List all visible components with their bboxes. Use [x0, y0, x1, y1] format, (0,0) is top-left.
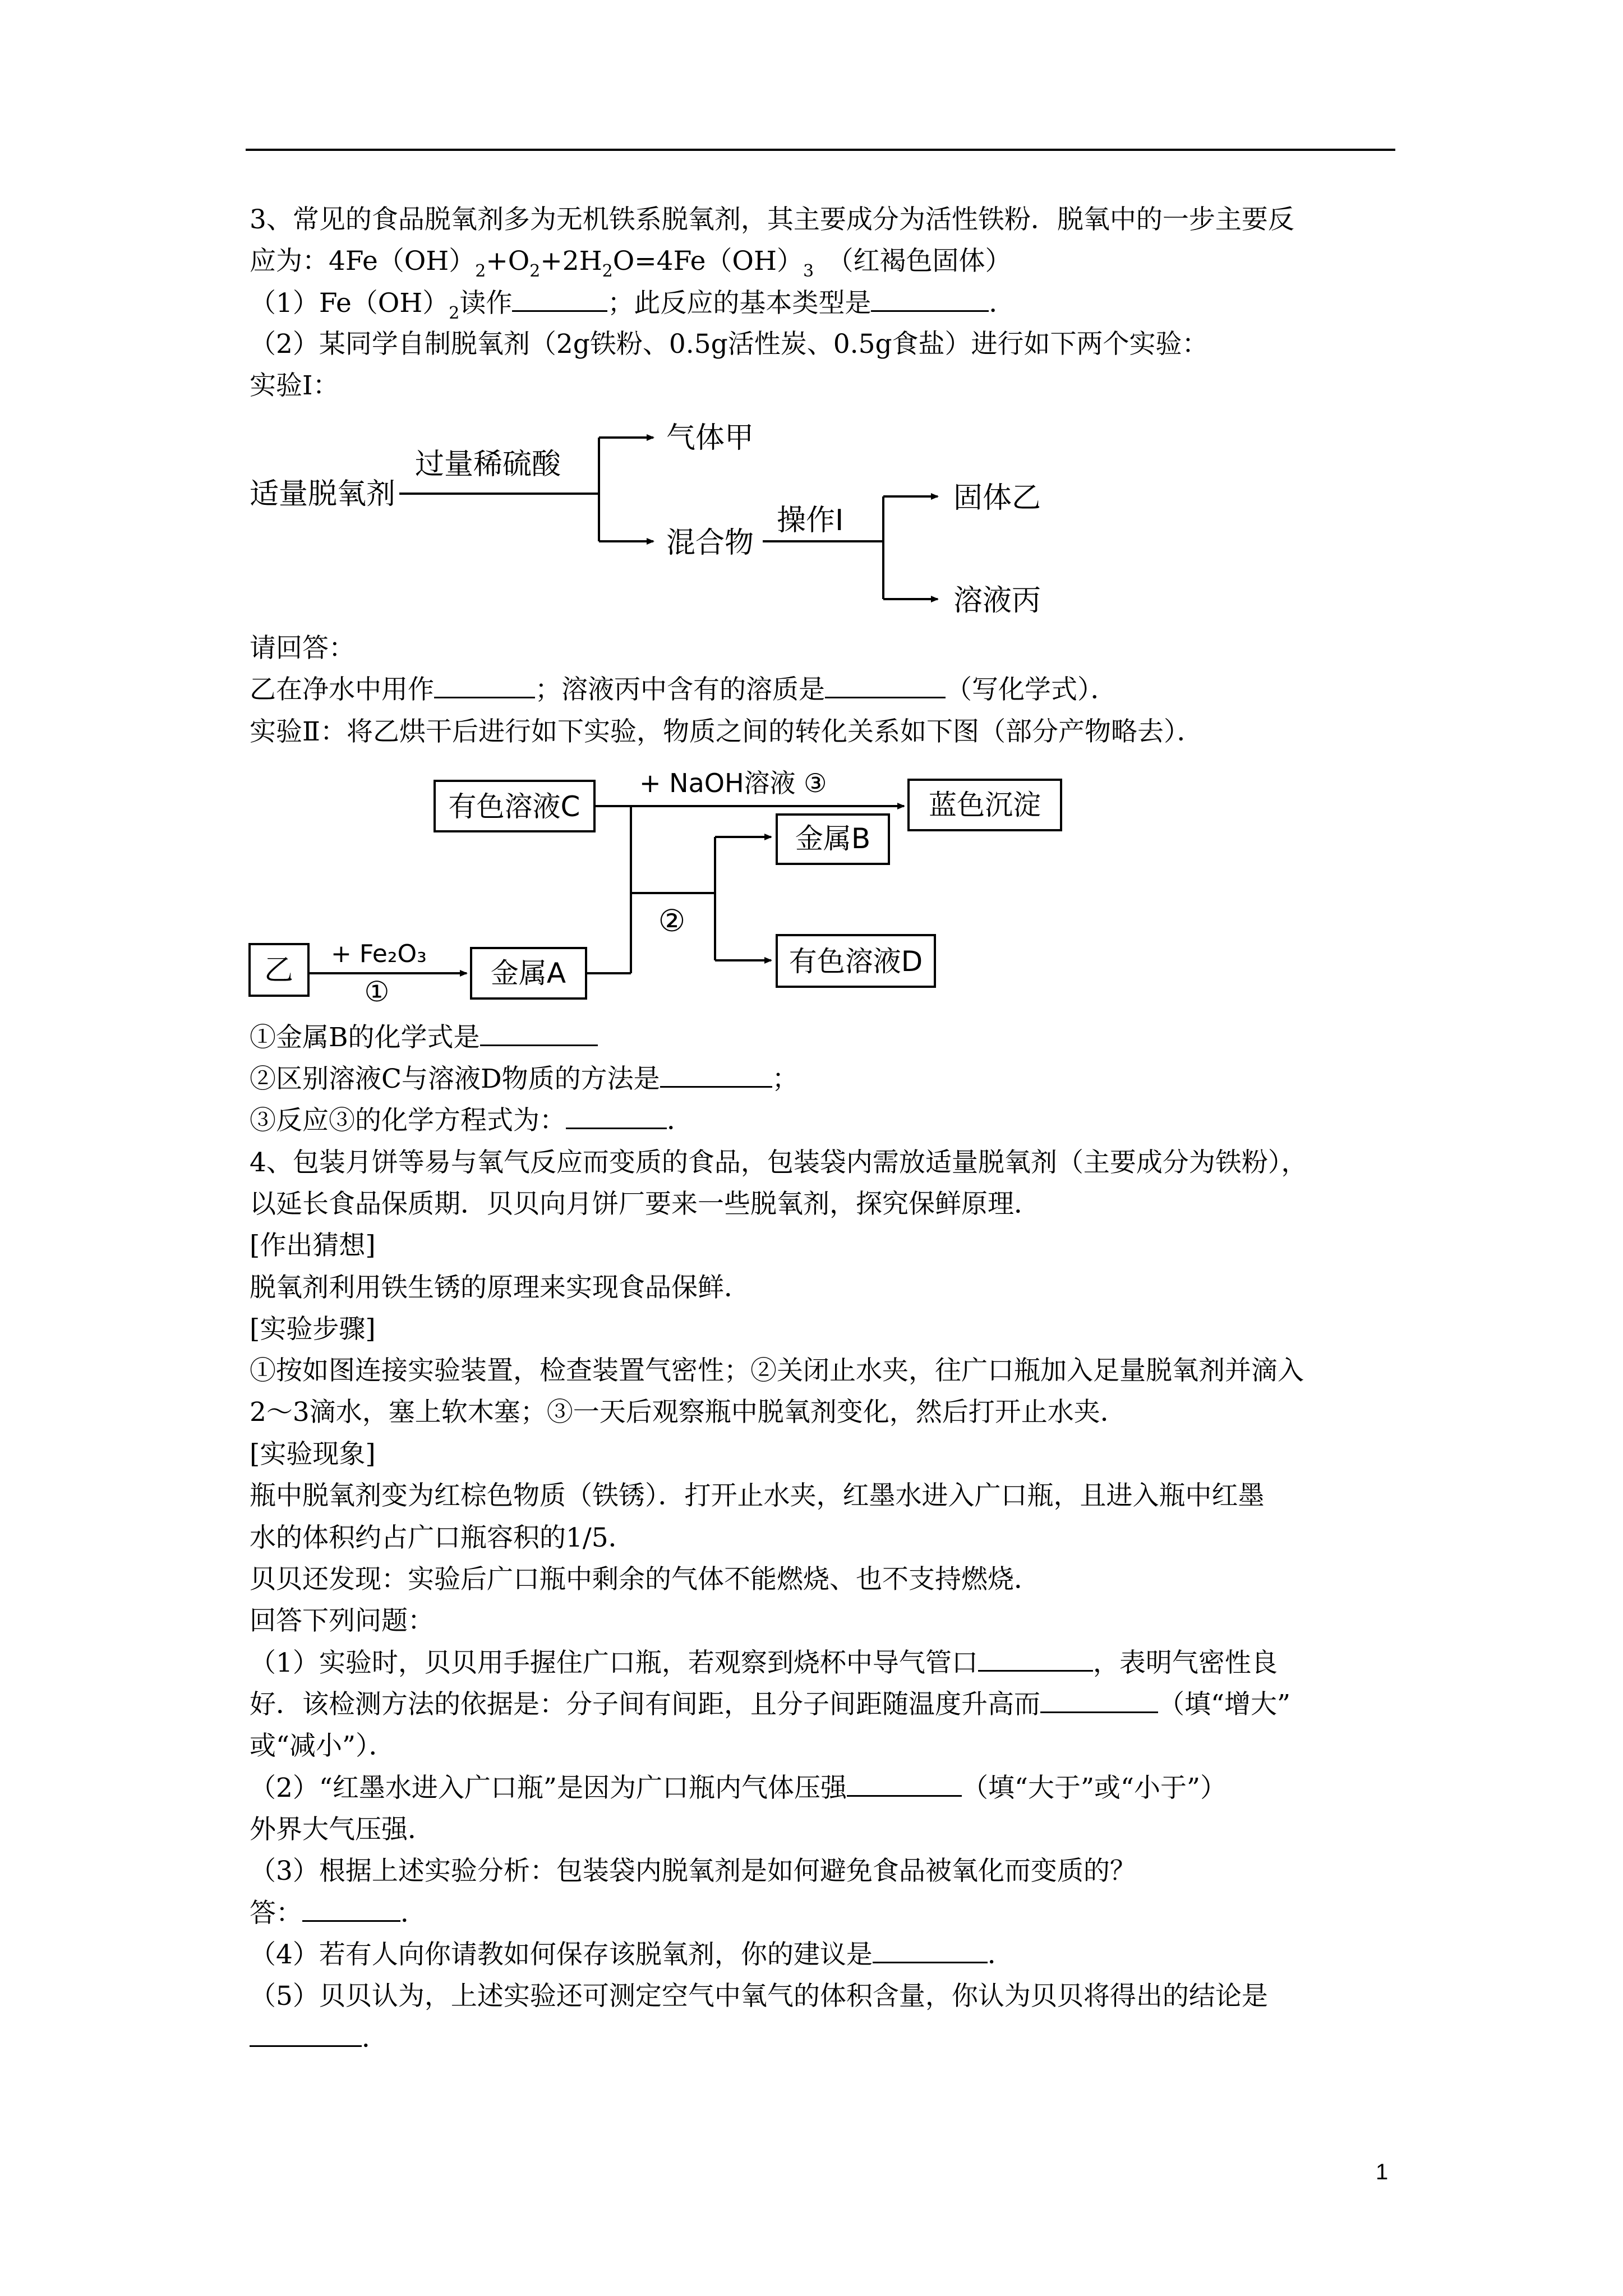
steps-2: 2～3滴水，塞上软木塞；③一天后观察瓶中脱氧剂变化，然后打开止水夹．: [250, 1397, 1127, 1428]
q3-s1: ①金属B的化学式是: [250, 1021, 598, 1055]
q3-s3: ③反应③的化学方程式为： ．: [250, 1105, 693, 1136]
flow1-start: 适量脱氧剂: [250, 477, 396, 511]
q3-yi-question: 乙在净水中用作 ；溶液丙中含有的溶质是 （写化学式）．: [250, 674, 1117, 705]
box-colored-solution-d: 有色溶液D: [789, 945, 923, 978]
answer-blank: [566, 1104, 667, 1129]
phenomenon-2: 水的体积约占广口瓶容积的1/5．: [250, 1522, 635, 1553]
page-number: 1: [1376, 2160, 1389, 2184]
steps-1: ①按如图连接实验装置，检查装置气密性；②关闭止水夹，往广口瓶加入足量脱氧剂并滴入: [250, 1355, 1304, 1386]
q4-a4: （4）若有人向你请教如何保存该脱氧剂，你的建议是 ．: [250, 1939, 1014, 1970]
answer-blank: [302, 1897, 400, 1922]
flow-diagram-2: [0, 0, 1623, 1021]
exp1-label: 实验Ⅰ：: [250, 370, 339, 401]
answer-blank: [250, 2022, 362, 2047]
naoh-label: + NaOH溶液 ③: [639, 768, 827, 798]
q3-equation: 应为：$4Fe(OH)_2+O_2+2H_2O=4Fe(OH)_3$ （红褐色固体）: [250, 246, 1012, 281]
answer-blank: [1040, 1688, 1158, 1713]
q4-a3-answer: 答： ．: [250, 1898, 427, 1929]
answer-prompt: 回答下列问题：: [250, 1605, 434, 1636]
box-yi: 乙: [264, 954, 294, 987]
heading-steps: [实验步骤]: [250, 1314, 376, 1345]
answer-blank: [847, 1772, 962, 1797]
flow1-gas: 气体甲: [666, 421, 754, 455]
box-metal-a: 金属A: [490, 957, 566, 990]
flow1-mixture: 混合物: [666, 526, 754, 560]
box-metal-b: 金属B: [795, 822, 871, 855]
answer-blank: [978, 1646, 1093, 1672]
q3-s2: ②区别溶液C与溶液D物质的方法是 ；: [250, 1064, 799, 1094]
q4-intro-2: 以延长食品保质期．贝贝向月饼厂要来一些脱氧剂，探究保鲜原理．: [250, 1189, 1040, 1220]
flow1-operation: 操作Ⅰ: [777, 504, 844, 537]
answer-blank: [660, 1062, 772, 1088]
q3-intro: 3、常见的食品脱氧剂多为无机铁系脱氧剂，其主要成分为活性铁粉．脱氧中的一步主要反: [250, 204, 1294, 235]
please-answer: 请回答：: [250, 633, 355, 664]
flow1-solution: 溶液丙: [953, 584, 1041, 618]
guess-text: 脱氧剂利用铁生锈的原理来实现食品保鲜．: [250, 1272, 750, 1303]
answer-blank: [480, 1021, 598, 1046]
q4-a2-line1: （2）“红墨水进入广口瓶”是因为广口瓶内气体压强 （填“大于”或“小于”）: [250, 1773, 1227, 1803]
q4-a5: （5）贝贝认为，上述实验还可测定空气中氧气的体积含量，你认为贝贝将得出的结论是: [250, 1981, 1268, 2012]
box-blue-precipitate: 蓝色沉淀: [929, 789, 1041, 821]
circle-1: ①: [364, 976, 390, 1008]
q4-intro-1: 4、包装月饼等易与氧气反应而变质的食品，包装袋内需放适量脱氧剂（主要成分为铁粉），: [250, 1147, 1308, 1178]
q3-part2: （2）某同学自制脱氧剂（2g铁粉、0.5g活性炭、0.5g食盐）进行如下两个实验：: [250, 329, 1209, 360]
q3-part1: $(1)Fe(OH)_2$读作 ；此反应的基本类型是 ．: [250, 288, 1016, 323]
circle-2: ②: [658, 903, 686, 938]
found-text: 贝贝还发现：实验后广口瓶中剩余的气体不能燃烧、也不支持燃烧．: [250, 1564, 1040, 1595]
q4-a2-line2: 外界大气压强．: [250, 1814, 434, 1845]
box-colored-solution-c: 有色溶液C: [448, 790, 580, 823]
q4-a1-line2: 好．该检测方法的依据是：分子间有间距，且分子间距随温度升高而 （填“增大”: [250, 1689, 1291, 1720]
q4-a1-line3: 或“减小”）．: [250, 1731, 395, 1761]
q4-a3: （3）根据上述实验分析：包装袋内脱氧剂是如何避免食品被氧化而变质的？: [250, 1856, 1136, 1887]
q4-a1-line1: （1）实验时，贝贝用手握住广口瓶，若观察到烧杯中导气管口 ，表明气密性良: [250, 1648, 1278, 1678]
answer-blank: [873, 1938, 988, 1963]
exp2-desc: 实验Ⅱ：将乙烘干后进行如下实验，物质之间的转化关系如下图（部分产物略去）．: [250, 716, 1204, 747]
fe2o3-label: + Fe₂O₃: [331, 940, 427, 968]
heading-phenomenon: [实验现象]: [250, 1439, 376, 1470]
flow1-reagent: 过量稀硫酸: [415, 448, 561, 481]
phenomenon-1: 瓶中脱氧剂变为红棕色物质（铁锈）．打开止水夹，红墨水进入广口瓶，且进入瓶中红墨: [250, 1480, 1265, 1511]
heading-guess: [作出猜想]: [250, 1230, 376, 1261]
q4-a5-answer: ．: [250, 2022, 388, 2055]
flow1-solid: 固体乙: [953, 481, 1041, 515]
